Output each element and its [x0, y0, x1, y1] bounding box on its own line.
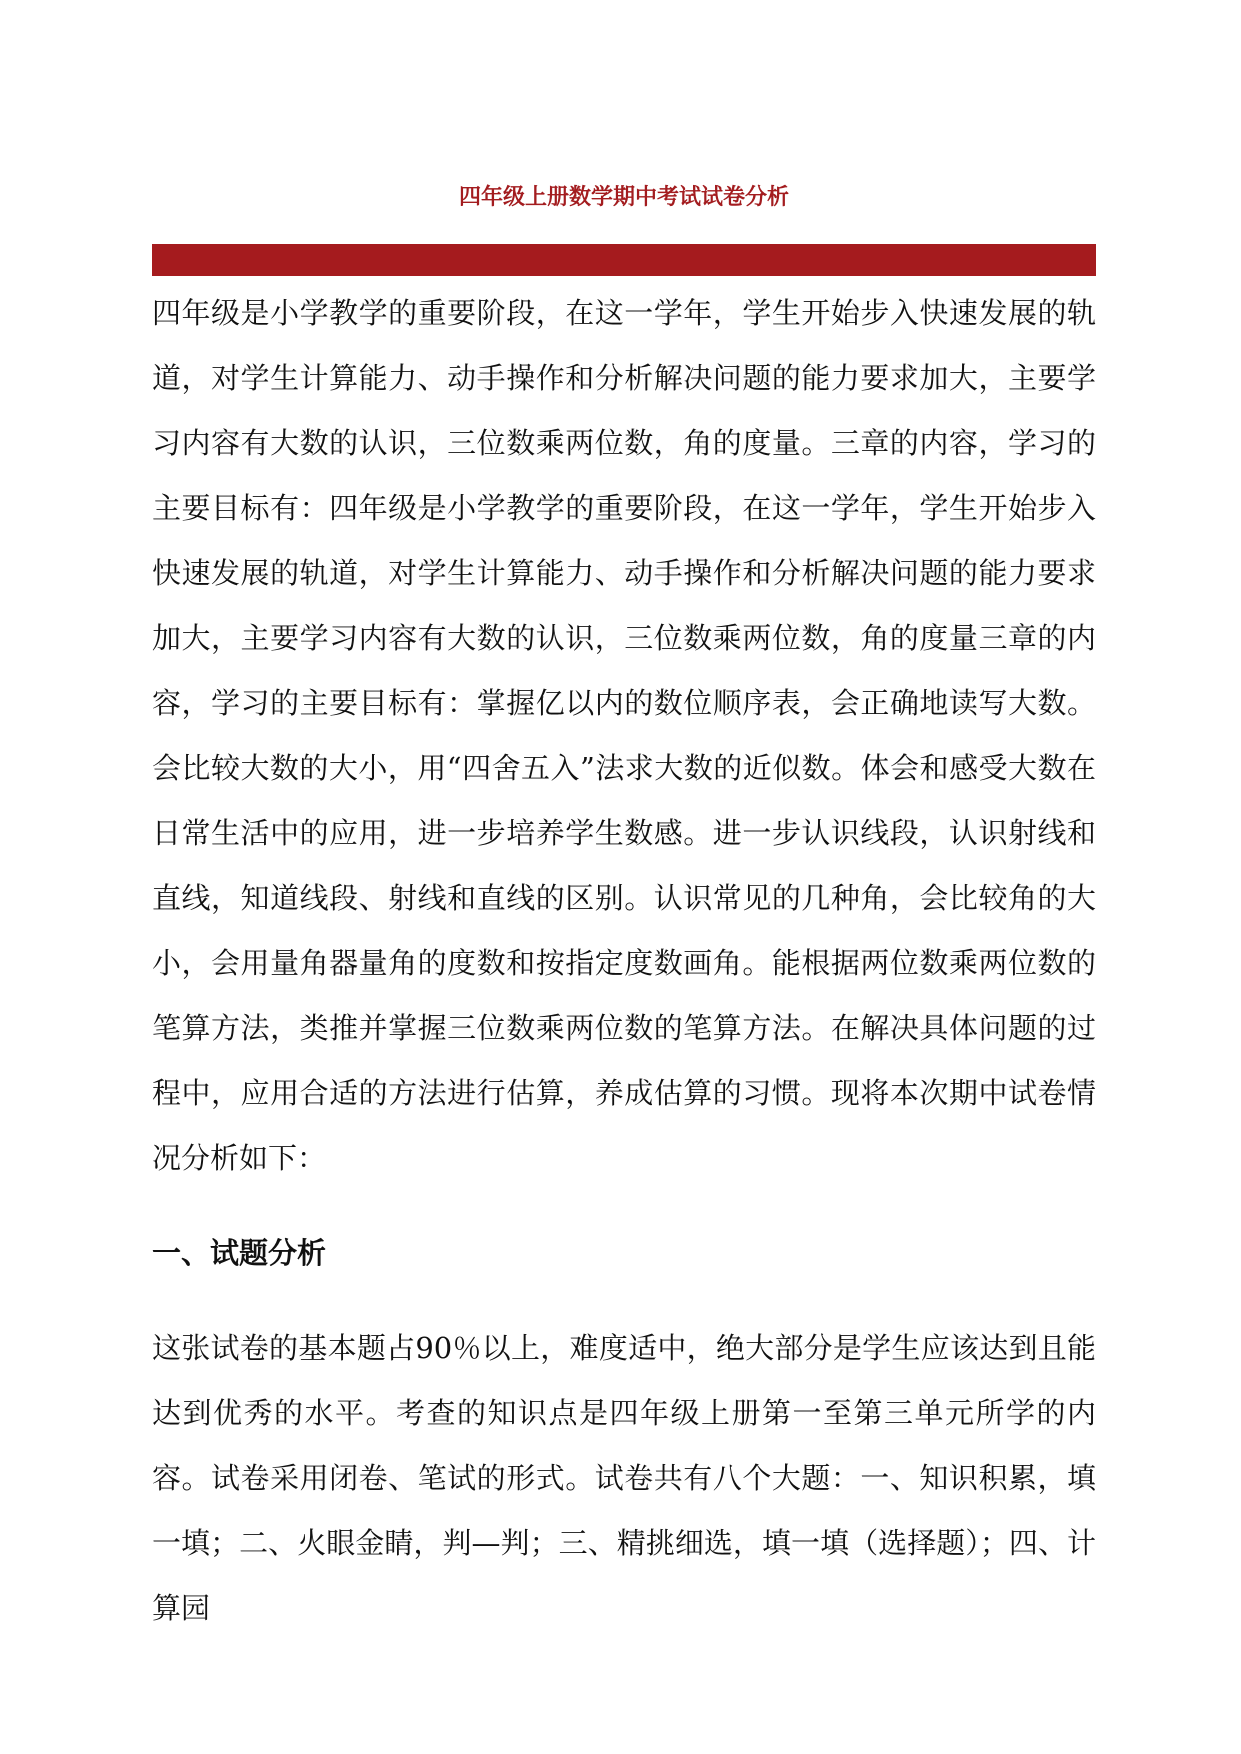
section-heading-test-analysis: 一、试题分析	[152, 1236, 327, 1270]
document-title: 四年级上册数学期中考试试卷分析	[458, 185, 789, 210]
title-divider-bar	[152, 244, 1096, 276]
analysis-paragraph: 这张试卷的基本题占90％以上，难度适中，绝大部分是学生应该达到且能达到优秀的水平。考查的知识点是四年级上册第一至第三单元所学的内容。试卷采用闭卷、笔试的形式。试卷共有八个大题：一、知识积累，填一填；二、火眼金睛，判—判；三、精挑细选，填一填（选择题）；四、计算园	[152, 1331, 1096, 1625]
intro-paragraph: 四年级是小学教学的重要阶段，在这一学年，学生开始步入快速发展的轨道，对学生计算能力、动手操作和分析解决问题的能力要求加大，主要学习内容有大数的认识，三位数乘两位数，角的度量。三章的内容，学习的主要目标有：四年级是小学教学的重要阶段，在这一学年，学生开始步入快速发展的轨道，对学生计算能力、动手操作和分析解决问题的能力要求加大，主要学习内容有大数的认识，三位数乘两位数，角的度量三章的内容，学习的主要目标有：掌握亿以内的数位顺序表，会正确地读写大数。会比较大数的大小，用“四舍五入”法求大数的近似数。体会和感受大数在日常生活中的应用，进一步培养学生数感。进一步认识线段，认识射线和直线，知道线段、射线和直线的区别。认识常见的几种角，会比较角的大小，会用量角器量角的度数和按指定度数画角。能根据两位数乘两位数的笔算方法，类推并掌握三位数乘两位数的笔算方法。在解决具体问题的过程中，应用合适的方法进行估算，养成估算的习惯。现将本次期中试卷情况分析如下：	[152, 296, 1096, 1175]
